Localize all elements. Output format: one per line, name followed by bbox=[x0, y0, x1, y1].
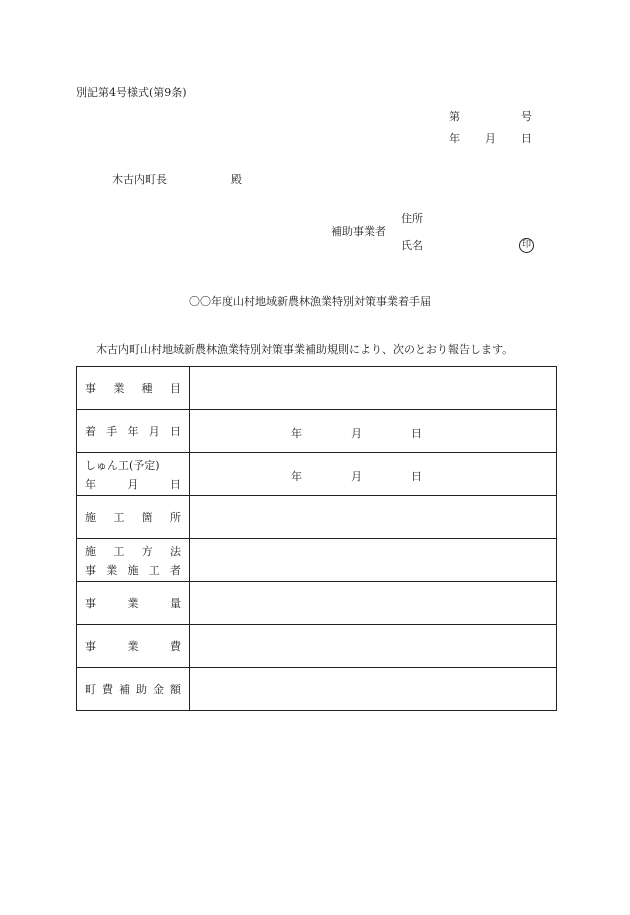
value-cell[interactable] bbox=[190, 410, 557, 453]
label-char: 業 bbox=[127, 597, 139, 610]
date-year: 年 bbox=[291, 427, 302, 440]
row-label-bottom bbox=[85, 562, 181, 578]
row-label bbox=[85, 638, 181, 654]
label-char: 助 bbox=[136, 683, 147, 696]
table-row bbox=[77, 625, 557, 668]
label-char: 目 bbox=[169, 382, 181, 395]
label-cell bbox=[77, 367, 190, 410]
label-char: 工 bbox=[148, 563, 160, 577]
name-label: 氏名 bbox=[401, 239, 423, 252]
label-char: 日 bbox=[170, 477, 181, 491]
label-char: 所 bbox=[169, 511, 181, 524]
row-label bbox=[85, 509, 181, 525]
date-day: 日 bbox=[521, 132, 532, 145]
number-go: 号 bbox=[521, 110, 532, 123]
label-char: 工 bbox=[113, 511, 125, 524]
value-cell[interactable] bbox=[190, 625, 557, 668]
row-label-bottom bbox=[85, 476, 181, 492]
label-char: 事 bbox=[85, 563, 96, 577]
addressee-honorific: 殿 bbox=[231, 173, 242, 186]
label-char: 月 bbox=[127, 477, 139, 491]
label-char: 月 bbox=[148, 425, 160, 438]
date-day: 日 bbox=[411, 470, 422, 483]
label-char: 法 bbox=[169, 544, 181, 558]
seal-mark: 印 bbox=[519, 238, 534, 253]
label-char: 年 bbox=[85, 477, 96, 491]
row-label-top bbox=[85, 543, 181, 559]
label-char: 量 bbox=[170, 597, 181, 610]
label-cell bbox=[77, 410, 190, 453]
form-id: 別記第4号様式(第9条) bbox=[76, 86, 187, 99]
document-title: 〇〇年度山村地域新農林漁業特別対策事業着手届 bbox=[189, 295, 431, 308]
value-cell[interactable] bbox=[190, 582, 557, 625]
row-label bbox=[85, 380, 181, 396]
value-cell[interactable] bbox=[190, 539, 557, 582]
label-char: 額 bbox=[170, 683, 181, 696]
label-char: 町 bbox=[85, 683, 96, 696]
label-char: 箇 bbox=[141, 511, 153, 524]
label-char: 事 bbox=[85, 640, 96, 653]
label-char: 工 bbox=[113, 544, 125, 558]
table-row bbox=[77, 410, 557, 453]
date-year: 年 bbox=[449, 132, 460, 145]
address-label: 住所 bbox=[401, 212, 423, 225]
date-month: 月 bbox=[351, 470, 362, 483]
value-cell[interactable] bbox=[190, 367, 557, 410]
number-dai: 第 bbox=[449, 110, 460, 123]
value-cell[interactable] bbox=[190, 496, 557, 539]
table-row bbox=[77, 367, 557, 410]
label-char: 事 bbox=[85, 382, 96, 395]
date-day: 日 bbox=[411, 427, 422, 440]
label-char: 補 bbox=[119, 683, 130, 696]
value-cell[interactable] bbox=[190, 453, 557, 496]
label-cell bbox=[77, 496, 190, 539]
row-label-top: しゅん工(予定) bbox=[85, 458, 160, 472]
label-char: 者 bbox=[170, 563, 181, 577]
intro-text: 木古内町山村地域新農林漁業特別対策事業補助規則により、次のとおり報告します。 bbox=[96, 343, 514, 356]
label-char: 費 bbox=[170, 640, 181, 653]
table-row bbox=[77, 539, 557, 582]
date-year: 年 bbox=[291, 470, 302, 483]
label-char: 施 bbox=[85, 544, 96, 558]
label-char: 施 bbox=[85, 511, 96, 524]
row-label bbox=[85, 423, 181, 439]
applicant-role: 補助事業者 bbox=[331, 225, 386, 238]
label-char: 業 bbox=[127, 640, 139, 653]
table-row bbox=[77, 668, 557, 711]
date-month: 月 bbox=[485, 132, 496, 145]
label-cell bbox=[77, 453, 190, 496]
row-label bbox=[85, 681, 181, 697]
label-char: 年 bbox=[127, 425, 139, 438]
label-cell bbox=[77, 582, 190, 625]
label-char: 種 bbox=[141, 382, 153, 395]
label-char: 業 bbox=[113, 382, 125, 395]
row-label bbox=[85, 595, 181, 611]
label-char: 業 bbox=[106, 563, 118, 577]
table-row bbox=[77, 582, 557, 625]
label-char: 着 bbox=[85, 425, 96, 438]
label-char: 事 bbox=[85, 597, 96, 610]
label-char: 日 bbox=[170, 425, 181, 438]
date-month: 月 bbox=[351, 427, 362, 440]
label-char: 施 bbox=[127, 563, 139, 577]
table-row bbox=[77, 453, 557, 496]
label-cell bbox=[77, 539, 190, 582]
label-char: 方 bbox=[141, 544, 153, 558]
addressee-name: 木古内町長 bbox=[112, 173, 167, 186]
form-table bbox=[76, 366, 557, 711]
label-cell bbox=[77, 625, 190, 668]
label-char: 費 bbox=[102, 683, 113, 696]
table-row bbox=[77, 496, 557, 539]
label-cell bbox=[77, 668, 190, 711]
label-char: 手 bbox=[106, 425, 118, 438]
value-cell[interactable] bbox=[190, 668, 557, 711]
label-char: 金 bbox=[153, 683, 164, 696]
